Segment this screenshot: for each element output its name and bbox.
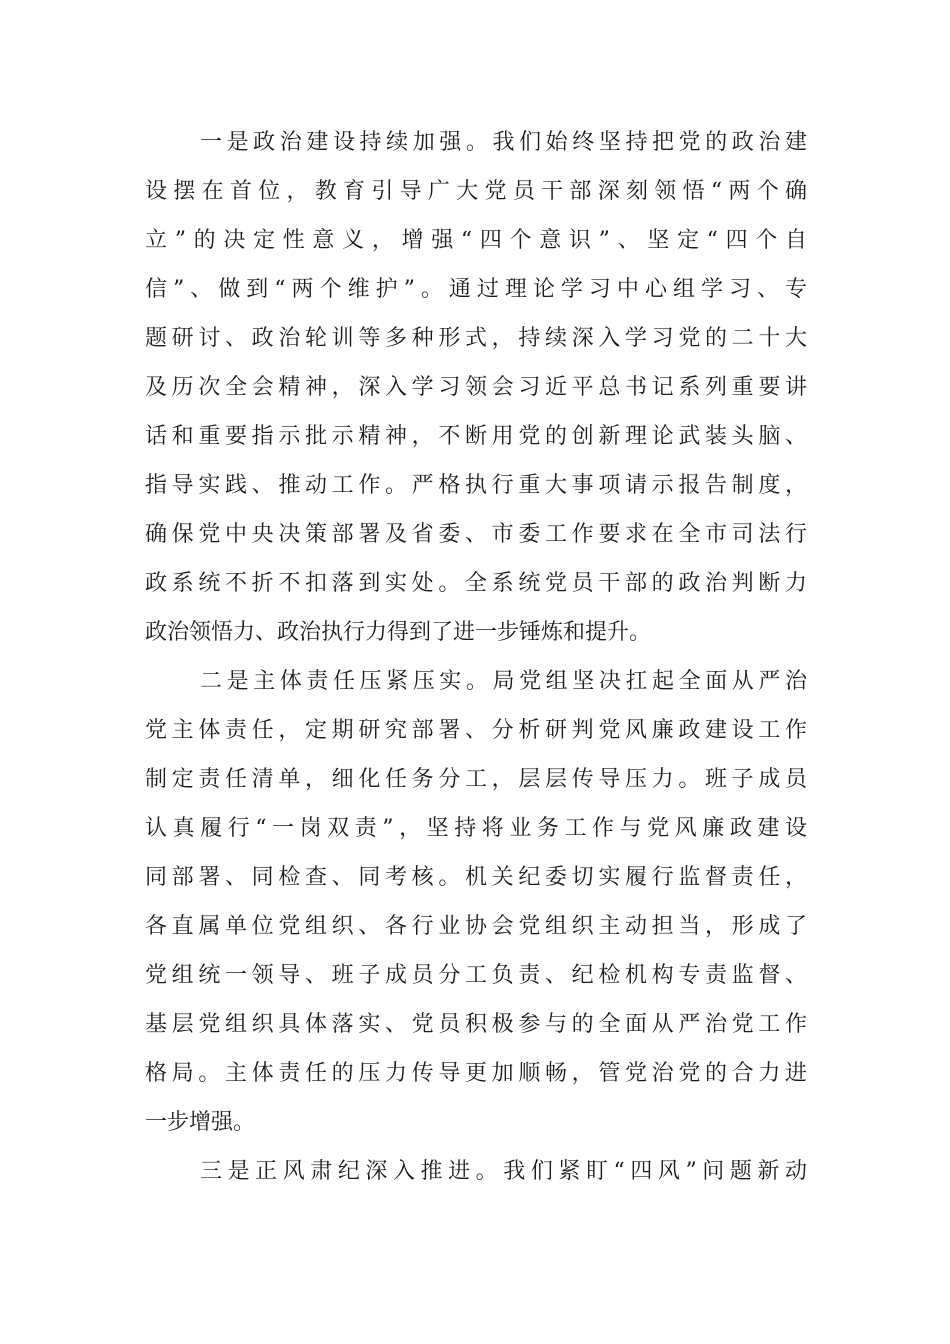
text-line: 立”的决定性意义，增强“四个意识”、坚定“四个自 [145,228,807,253]
text-line: 二是主体责任压紧压实。局党组坚决扛起全面从严治 [200,669,807,694]
paragraph-discipline [145,1147,807,1196]
text-line: 同部署、同检查、同考核。机关纪委切实履行监督责任， [145,865,807,890]
text-line: 话和重要指示批示精神，不断用党的创新理论武装头脑、 [145,424,807,449]
text-line: 制定责任清单，细化任务分工，层层传导压力。班子成员 [145,767,807,792]
text-line: 政治领悟力、政治执行力得到了进一步锤炼和提升。 [145,620,652,645]
text-line: 指导实践、推动工作。严格执行重大事项请示报告制度， [145,473,807,498]
text-line: 一步增强。 [145,1110,256,1135]
text-line: 党组统一领导、班子成员分工负责、纪检机构专责监督、 [145,963,807,988]
text-line: 格局。主体责任的压力传导更加顺畅，管党治党的合力进 [145,1061,807,1086]
paragraph-main-responsibility [145,657,807,1147]
text-line: 各直属单位党组织、各行业协会党组织主动担当，形成了 [145,914,807,939]
text-line: 政系统不折不扣落到实处。全系统党员干部的政治判断力 [145,571,807,596]
text-line: 确保党中央决策部署及省委、市委工作要求在全市司法行 [145,522,807,547]
text-line: 设摆在首位，教育引导广大党员干部深刻领悟“两个确 [145,179,807,204]
text-line: 一是政治建设持续加强。我们始终坚持把党的政治建 [200,130,807,155]
text-line: 认真履行“一岗双责”，坚持将业务工作与党风廉政建设 [145,816,807,841]
text-line: 党主体责任，定期研究部署、分析研判党风廉政建设工作 [145,718,807,743]
text-line: 信”、做到“两个维护”。通过理论学习中心组学习、专 [145,277,807,302]
text-line: 题研讨、政治轮训等多种形式，持续深入学习党的二十大 [145,326,807,351]
paragraph-political-building [145,118,807,657]
text-line: 三是正风肃纪深入推进。我们紧盯“四风”问题新动 [200,1159,807,1184]
text-line: 及历次全会精神，深入学习领会习近平总书记系列重要讲 [145,375,807,400]
text-line: 基层党组织具体落实、党员积极参与的全面从严治党工作 [145,1012,807,1037]
document-page [145,118,807,1196]
